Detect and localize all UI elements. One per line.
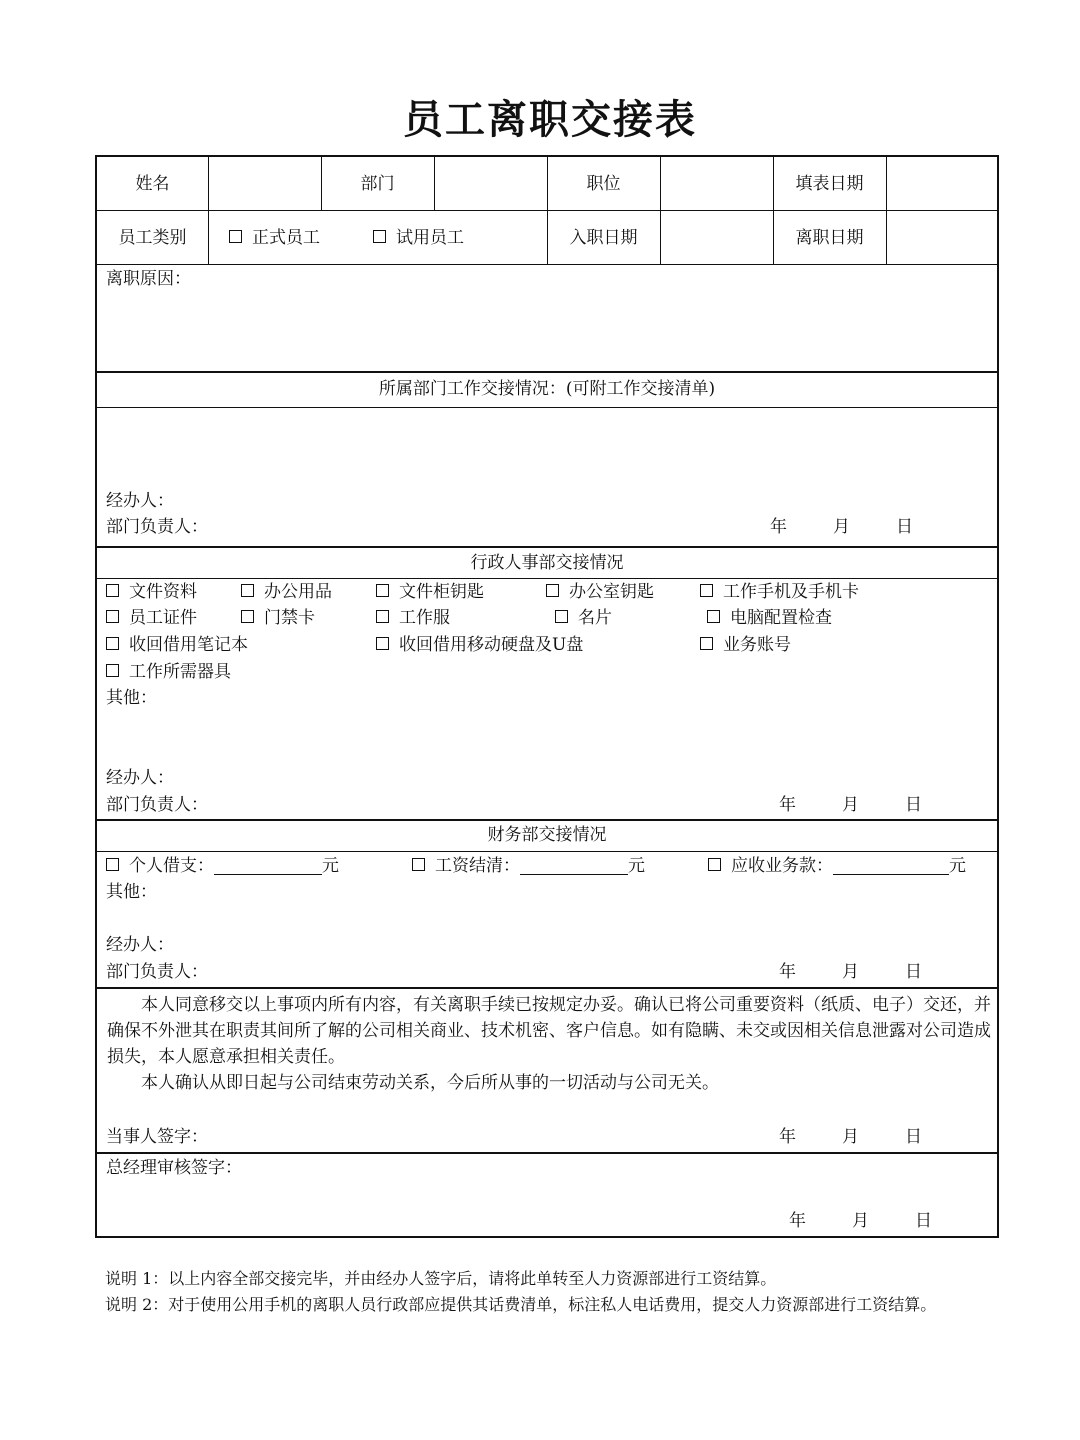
admin-item[interactable]: 收回借用移动硬盘及U盘	[376, 634, 583, 656]
form-title: 员工离职交接表	[403, 96, 697, 143]
admin-item[interactable]: 办公室钥匙	[546, 581, 654, 603]
gm-signature-field[interactable]	[99, 1181, 995, 1207]
checkbox-icon[interactable]	[412, 858, 425, 871]
admin-item[interactable]: 业务账号	[700, 634, 791, 656]
salary-amount-field[interactable]	[520, 858, 628, 875]
checkbox-icon[interactable]	[700, 637, 713, 650]
declaration-text	[107, 992, 991, 1096]
handover-form	[95, 155, 999, 1238]
dept-label: 部门	[360, 174, 395, 194]
admin-handler-label: 经办人：	[106, 768, 174, 788]
day-label: 日	[896, 517, 913, 537]
type-label: 员工类别	[118, 228, 187, 248]
year-label: 年	[779, 962, 796, 982]
reason-label: 离职原因：	[106, 269, 191, 289]
day-label: 日	[905, 1127, 922, 1147]
checkbox-icon[interactable]	[229, 230, 242, 243]
type-option-probation[interactable]: 试用员工	[373, 227, 464, 249]
section-divider	[97, 1152, 997, 1154]
checkbox-icon[interactable]	[373, 230, 386, 243]
month-label: 月	[852, 1211, 869, 1231]
receivable-amount-field[interactable]	[833, 858, 949, 875]
admin-item[interactable]: 工作所需器具	[106, 661, 231, 683]
admin-item[interactable]: 电脑配置检查	[707, 607, 832, 629]
reason-field[interactable]	[99, 291, 995, 369]
row-divider	[97, 264, 997, 265]
admin-other-label: 其他：	[106, 688, 157, 708]
finance-handover-title: 财务部交接情况	[487, 825, 607, 845]
finance-head-label: 部门负责人：	[106, 962, 208, 982]
notes	[105, 1266, 985, 1318]
admin-item[interactable]: 工作服	[376, 607, 450, 629]
dept-handover-title: 所属部门工作交接情况：(可附工作交接清单)	[378, 379, 716, 399]
loan-item[interactable]: 个人借支： 元	[106, 855, 339, 877]
checkbox-icon[interactable]	[241, 610, 254, 623]
name-field[interactable]	[209, 157, 321, 209]
checkbox-icon[interactable]	[707, 610, 720, 623]
gm-review-label: 总经理审核签字：	[106, 1158, 242, 1178]
year-label: 年	[789, 1211, 806, 1231]
row-divider	[97, 851, 997, 852]
month-label: 月	[842, 1127, 859, 1147]
checkbox-icon[interactable]	[106, 858, 119, 871]
day-label: 日	[905, 795, 922, 815]
day-label: 日	[915, 1211, 932, 1231]
finance-other-label: 其他：	[106, 882, 157, 902]
admin-handover-title: 行政人事部交接情况	[470, 553, 624, 573]
admin-item[interactable]: 办公用品	[241, 581, 332, 603]
signature-label: 当事人签字：	[106, 1127, 208, 1147]
day-label: 日	[905, 962, 922, 982]
admin-head-label: 部门负责人：	[106, 795, 208, 815]
dept-handler-label: 经办人：	[106, 491, 174, 511]
entry-date-label: 入职日期	[569, 228, 638, 248]
receivable-item[interactable]: 应收业务款： 元	[708, 855, 966, 877]
declaration-paragraph: 本人同意移交以上事项内所有内容，有关离职手续已按规定办妥。确认已将公司重要资料（纸质、电子）交还，并确保不外泄其在职责其间所了解的公司相关商业、技术机密、客户信息。如有隐瞒、未交或因相关信息泄露对公司造成损失，本人愿意承担相关责任。	[107, 995, 991, 1067]
checkbox-icon[interactable]	[700, 584, 713, 597]
admin-item[interactable]: 文件资料	[106, 581, 197, 603]
type-option-regular[interactable]: 正式员工	[229, 227, 320, 249]
year-label: 年	[779, 1127, 796, 1147]
finance-other-field[interactable]	[99, 905, 995, 931]
dept-handover-field[interactable]	[99, 411, 995, 481]
dept-head-label: 部门负责人：	[106, 517, 208, 537]
row-divider	[97, 578, 997, 579]
admin-item[interactable]: 员工证件	[106, 607, 197, 629]
section-divider	[97, 371, 997, 373]
note-1: 说明 1：以上内容全部交接完毕，并由经办人签字后，请将此单转至人力资源部进行工资结算。	[105, 1269, 777, 1288]
admin-item[interactable]: 工作手机及手机卡	[700, 581, 859, 603]
declaration-paragraph: 本人确认从即日起与公司结束劳动关系，今后所从事的一切活动与公司无关。	[141, 1073, 719, 1093]
leave-date-field[interactable]	[887, 211, 997, 263]
salary-item[interactable]: 工资结清： 元	[412, 855, 645, 877]
admin-item[interactable]: 收回借用笔记本	[106, 634, 248, 656]
name-label: 姓名	[135, 174, 170, 194]
admin-other-field[interactable]	[99, 711, 995, 761]
fill-date-field[interactable]	[887, 157, 997, 209]
checkbox-icon[interactable]	[555, 610, 568, 623]
leave-date-label: 离职日期	[795, 228, 864, 248]
section-divider	[97, 546, 997, 548]
checkbox-icon[interactable]	[546, 584, 559, 597]
finance-handler-label: 经办人：	[106, 935, 174, 955]
checkbox-icon[interactable]	[376, 584, 389, 597]
fill-date-label: 填表日期	[795, 174, 864, 194]
position-label: 职位	[586, 174, 621, 194]
entry-date-field[interactable]	[661, 211, 773, 263]
checkbox-icon[interactable]	[708, 858, 721, 871]
year-label: 年	[779, 795, 796, 815]
checkbox-icon[interactable]	[106, 610, 119, 623]
section-divider	[97, 819, 997, 821]
position-field[interactable]	[661, 157, 773, 209]
checkbox-icon[interactable]	[241, 584, 254, 597]
checkbox-icon[interactable]	[106, 637, 119, 650]
row-divider	[97, 407, 997, 408]
year-label: 年	[770, 517, 787, 537]
checkbox-icon[interactable]	[376, 637, 389, 650]
checkbox-icon[interactable]	[106, 664, 119, 677]
admin-item[interactable]: 文件柜钥匙	[376, 581, 484, 603]
checkbox-icon[interactable]	[376, 610, 389, 623]
admin-item[interactable]: 名片	[555, 607, 612, 629]
month-label: 月	[842, 962, 859, 982]
col-divider	[208, 210, 209, 264]
note-2: 说明 2：对于使用公用手机的离职人员行政部应提供其话费清单，标注私人电话费用，提交人力资源部进行工资结算。	[105, 1295, 937, 1314]
section-divider	[97, 987, 997, 989]
checkbox-icon[interactable]	[106, 584, 119, 597]
month-label: 月	[833, 517, 850, 537]
loan-amount-field[interactable]	[214, 858, 322, 875]
month-label: 月	[842, 795, 859, 815]
dept-field[interactable]	[435, 157, 547, 209]
admin-item[interactable]: 门禁卡	[241, 607, 315, 629]
